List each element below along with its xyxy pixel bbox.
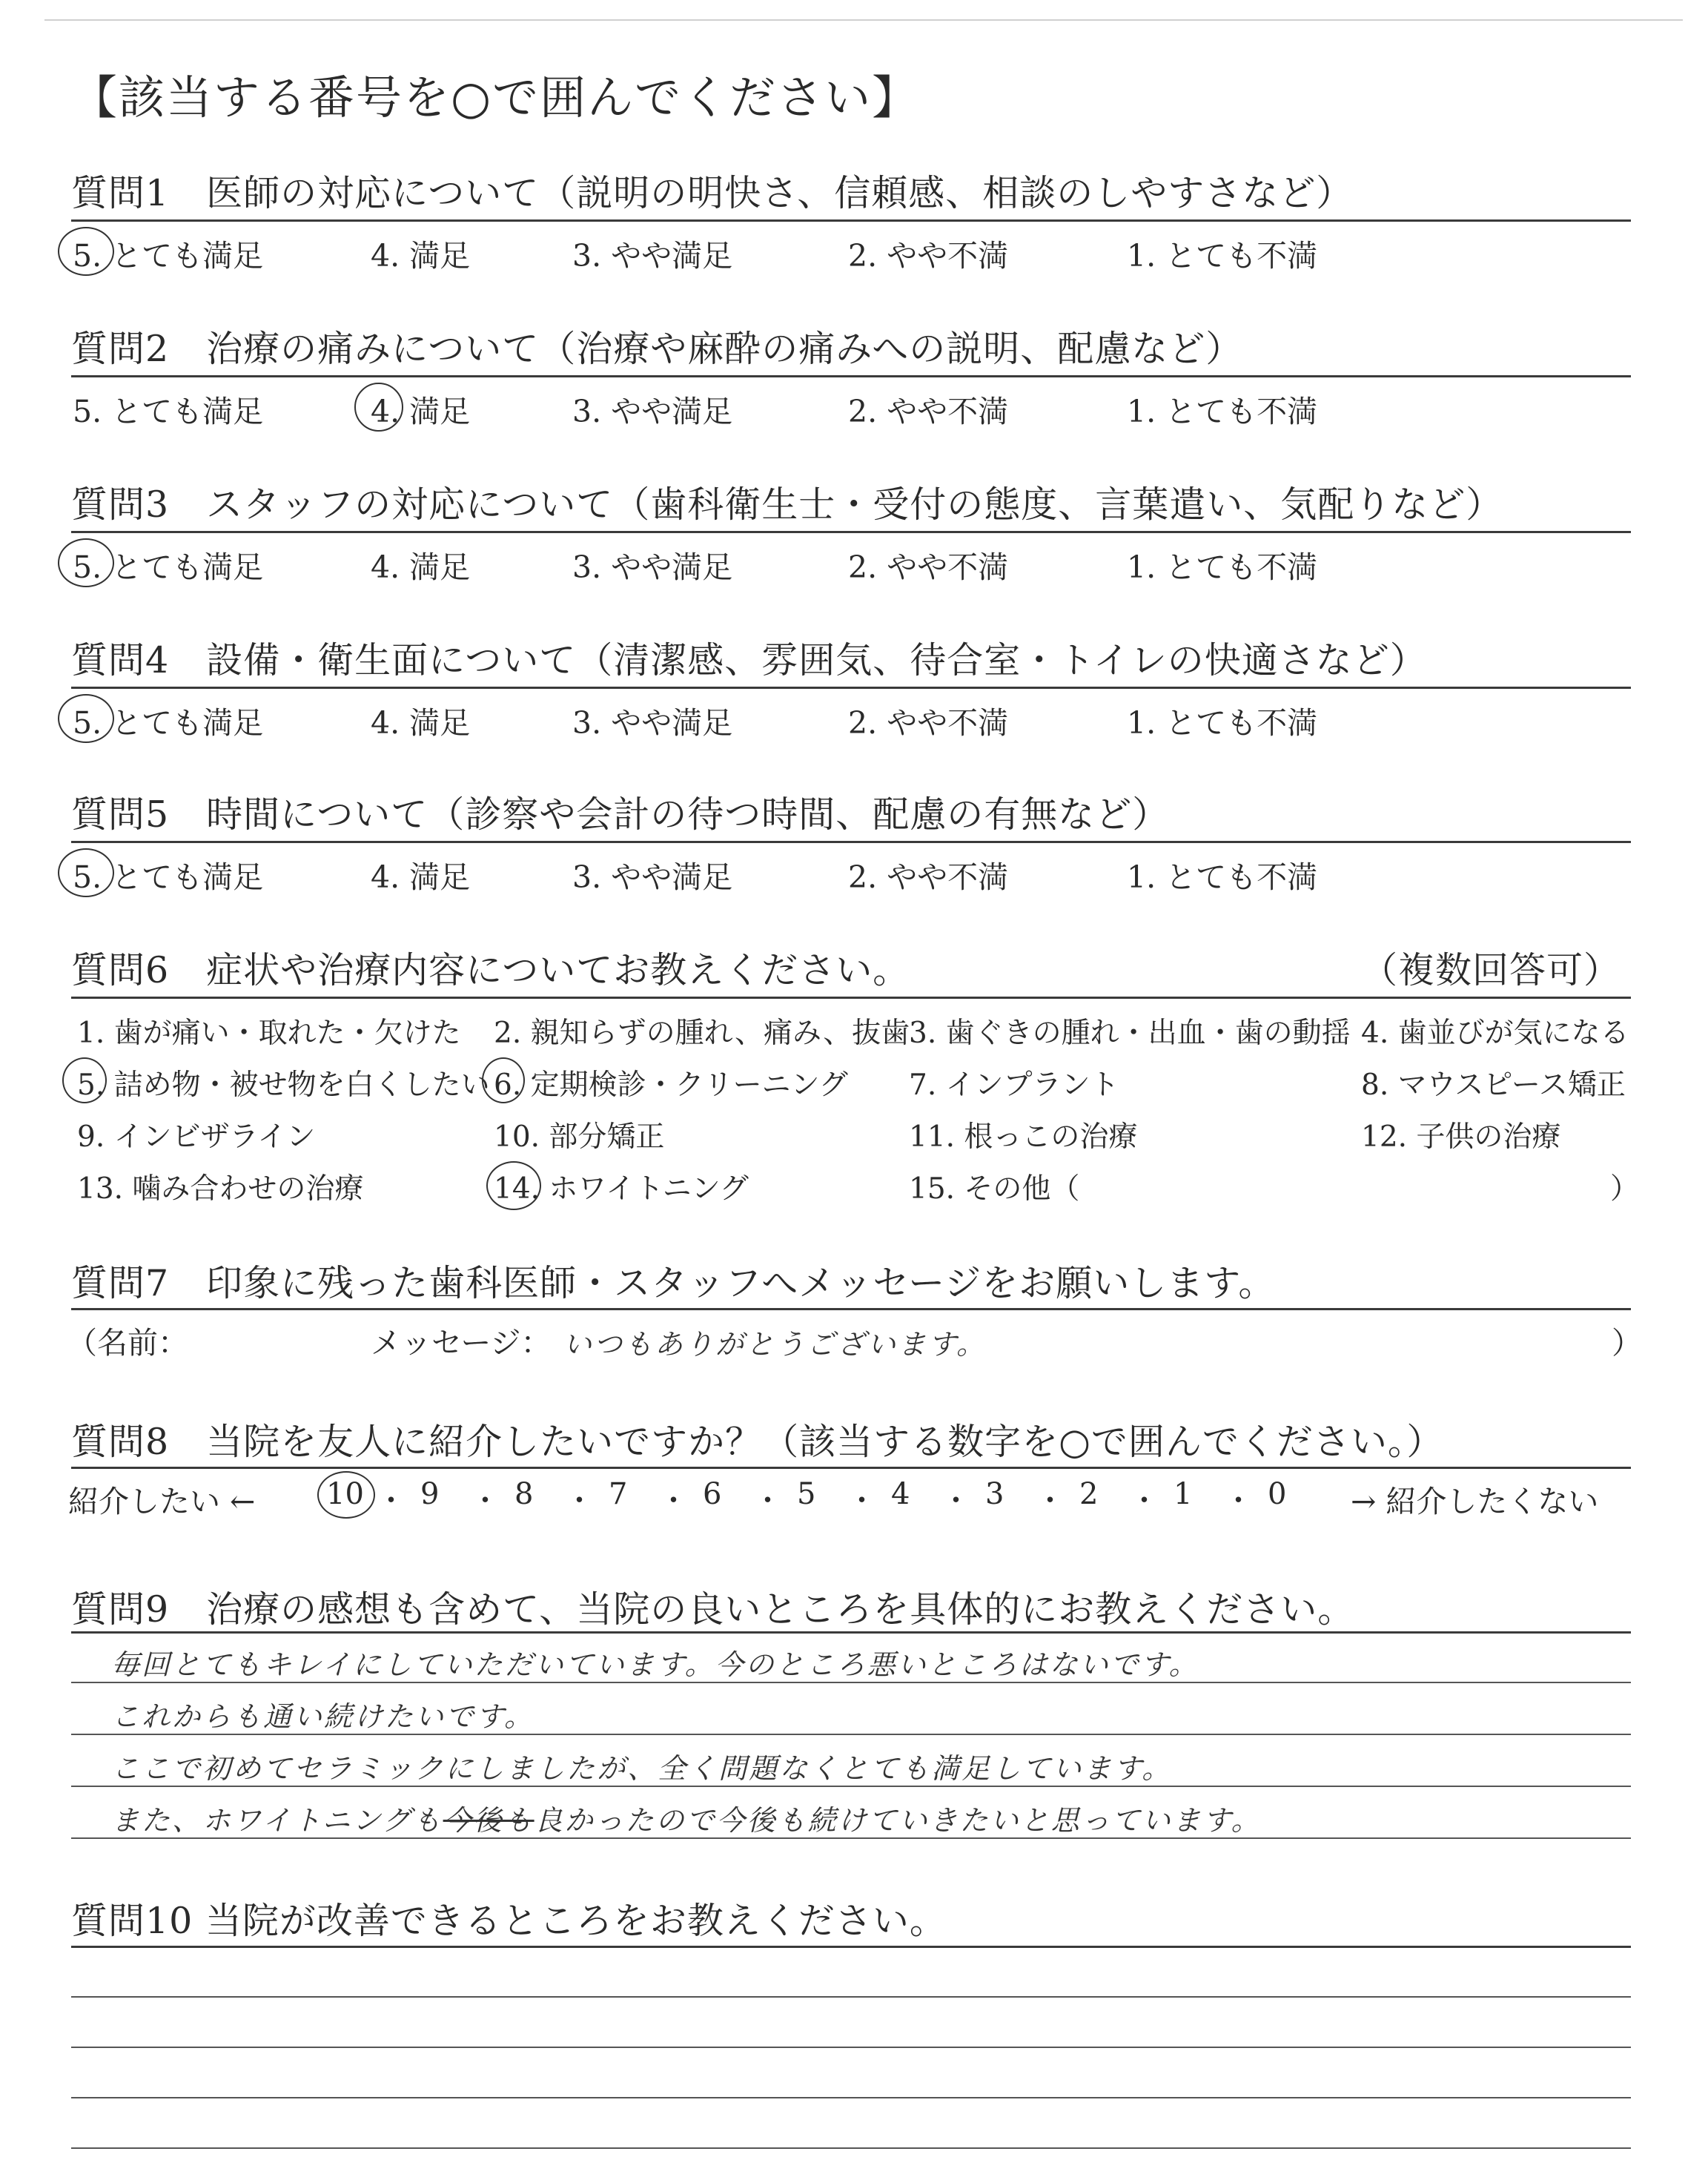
- q8-left-label: 紹介したい ←: [68, 1484, 256, 1519]
- q4-selection-circle: [58, 694, 114, 743]
- q8-scale-value-5[interactable]: 5: [797, 1477, 816, 1511]
- q6-option-12[interactable]: 12. 子供の治療: [1361, 1120, 1561, 1154]
- q2-option-2[interactable]: 2. やや不満: [848, 394, 1009, 429]
- q6-option-11[interactable]: 11. 根っこの治療: [909, 1120, 1138, 1154]
- q9-answer-line-4[interactable]: [111, 1797, 1262, 1838]
- q8-scale: [326, 1477, 1320, 1522]
- q8-scale-separator: ・: [470, 1484, 500, 1518]
- q8-scale-separator: ・: [941, 1484, 971, 1518]
- question-1-rule: [71, 219, 1631, 222]
- q9-line-4-struck: 今後も: [443, 1804, 534, 1837]
- question-8-rule: [71, 1467, 1631, 1469]
- q8-scale-separator: ・: [376, 1484, 406, 1518]
- q4-option-5[interactable]: 5. とても満足: [73, 705, 264, 741]
- q5-option-5[interactable]: 5. とても満足: [73, 859, 264, 895]
- q6-option-14-circle: [486, 1161, 541, 1210]
- q3-option-4[interactable]: 4. 満足: [371, 549, 471, 585]
- question-4-title: 質問4 設備・衛生面について（清潔感、雰囲気、待合室・トイレの快適さなど）: [71, 639, 1427, 681]
- page-top-edge: [44, 19, 1683, 21]
- q6-option-4[interactable]: 4. 歯並びが気になる: [1361, 1017, 1629, 1050]
- q1-option-3[interactable]: 3. やや満足: [572, 238, 733, 274]
- q7-message-label: メッセージ：: [371, 1325, 552, 1361]
- q10-writing-line-3: [71, 2097, 1631, 2098]
- q9-writing-line-4: [71, 1837, 1631, 1839]
- q8-scale-value-6[interactable]: 6: [703, 1477, 722, 1511]
- q4-option-4[interactable]: 4. 満足: [371, 705, 471, 741]
- q1-option-1[interactable]: 1. とても不満: [1127, 238, 1318, 274]
- question-5-title: 質問5 時間について（診察や会計の待つ時間、配慮の有無など）: [71, 793, 1170, 836]
- q10-writing-line-2: [71, 2047, 1631, 2048]
- q7-name-label: （名前：: [67, 1325, 188, 1361]
- question-3-rule: [71, 531, 1631, 533]
- q6-option-15-close: ）: [1610, 1172, 1640, 1206]
- q5-option-4[interactable]: 4. 満足: [371, 859, 471, 895]
- q9-writing-line-1: [71, 1682, 1631, 1683]
- q2-option-5[interactable]: 5. とても満足: [73, 394, 264, 429]
- q4-option-1[interactable]: 1. とても不満: [1127, 705, 1318, 741]
- q3-selection-circle: [58, 538, 114, 587]
- question-10-rule: [71, 1946, 1631, 1948]
- q4-option-3[interactable]: 3. やや満足: [572, 705, 733, 741]
- q8-scale-separator: ・: [1129, 1484, 1159, 1518]
- q8-scale-value-9[interactable]: 9: [420, 1477, 440, 1511]
- q1-option-2[interactable]: 2. やや不満: [848, 238, 1009, 274]
- q3-option-5[interactable]: 5. とても満足: [73, 549, 264, 585]
- q6-option-6[interactable]: 6. 定期検診・クリーニング: [494, 1069, 848, 1102]
- q3-option-2[interactable]: 2. やや不満: [848, 549, 1009, 585]
- q6-option-7[interactable]: 7. インプラント: [909, 1069, 1119, 1102]
- q10-writing-line-4: [71, 2147, 1631, 2149]
- q1-option-4[interactable]: 4. 満足: [371, 238, 471, 274]
- question-6-note: （複数回答可）: [1361, 949, 1621, 991]
- q8-selection-circle: [317, 1471, 375, 1519]
- q6-option-14[interactable]: 14. ホワイトニング: [494, 1172, 749, 1206]
- q6-option-3[interactable]: 3. 歯ぐきの腫れ・出血・歯の動揺: [909, 1017, 1351, 1050]
- question-9-title: 質問9 治療の感想も含めて、当院の良いところを具体的にお教えください。: [71, 1588, 1355, 1631]
- question-6-rule: [71, 997, 1631, 999]
- q8-scale-separator: ・: [564, 1484, 595, 1518]
- question-10-title: 質問10 当院が改善できるところをお教えください。: [71, 1900, 947, 1942]
- q9-answer-line-2[interactable]: これからも通い続けたいです。: [111, 1700, 534, 1733]
- q9-writing-line-3: [71, 1786, 1631, 1787]
- question-7-title: 質問7 印象に残った歯科医師・スタッフへメッセージをお願いします。: [71, 1262, 1276, 1304]
- form-heading: 【該当する番号を○で囲んでください】: [71, 70, 920, 125]
- question-8-title: 質問8 当院を友人に紹介したいですか？（該当する数字を○で囲んでください。）: [71, 1421, 1444, 1463]
- q8-scale-separator: ・: [1035, 1484, 1065, 1518]
- q1-selection-circle: [58, 227, 114, 276]
- question-7-rule: [71, 1308, 1631, 1310]
- q7-message-text[interactable]: いつもありがとうございます。: [563, 1328, 987, 1361]
- q5-selection-circle: [58, 848, 114, 897]
- q6-option-9[interactable]: 9. インビザライン: [77, 1120, 316, 1154]
- q9-line-4-part-1: また、ホワイトニングも: [111, 1804, 443, 1837]
- q6-option-5-circle: [62, 1057, 107, 1103]
- q9-answer-line-3[interactable]: ここで初めてセラミックにしましたが、全く問題なくとても満足しています。: [111, 1752, 1173, 1785]
- q5-option-3[interactable]: 3. やや満足: [572, 859, 733, 895]
- q2-option-1[interactable]: 1. とても不満: [1127, 394, 1318, 429]
- q8-scale-value-4[interactable]: 4: [891, 1477, 910, 1511]
- q2-option-3[interactable]: 3. やや満足: [572, 394, 733, 429]
- q6-option-5[interactable]: 5. 詰め物・被せ物を白くしたい: [77, 1069, 490, 1102]
- question-5-rule: [71, 841, 1631, 843]
- q8-right-label: → 紹介したくない: [1351, 1484, 1599, 1519]
- q6-option-8[interactable]: 8. マウスピース矯正: [1361, 1069, 1626, 1102]
- question-9-rule: [71, 1631, 1631, 1634]
- q2-selection-circle: [354, 383, 403, 432]
- q5-option-2[interactable]: 2. やや不満: [848, 859, 1009, 895]
- q8-scale-value-0[interactable]: 0: [1268, 1477, 1287, 1511]
- q8-scale-value-10[interactable]: 10: [326, 1477, 364, 1511]
- question-4-rule: [71, 687, 1631, 689]
- question-2-title: 質問2 治療の痛みについて（治療や麻酔の痛みへの説明、配慮など）: [71, 328, 1243, 370]
- q8-scale-separator: ・: [1223, 1484, 1254, 1518]
- q3-option-3[interactable]: 3. やや満足: [572, 549, 733, 585]
- question-3-title: 質問3 スタッフの対応について（歯科衛生士・受付の態度、言葉遣い、気配りなど）: [71, 483, 1503, 526]
- q8-scale-value-7[interactable]: 7: [609, 1477, 628, 1511]
- q6-option-2[interactable]: 2. 親知らずの腫れ、痛み、抜歯: [494, 1017, 910, 1050]
- q8-scale-value-8[interactable]: 8: [514, 1477, 534, 1511]
- q3-option-1[interactable]: 1. とても不満: [1127, 549, 1318, 585]
- q4-option-2[interactable]: 2. やや不満: [848, 705, 1009, 741]
- q6-option-10[interactable]: 10. 部分矯正: [494, 1120, 665, 1154]
- q6-option-13[interactable]: 13. 噛み合わせの治療: [77, 1172, 364, 1206]
- question-6-title: 質問6 症状や治療内容についてお教えください。: [71, 949, 910, 991]
- q1-option-5[interactable]: 5. とても満足: [73, 238, 264, 274]
- q6-option-15[interactable]: 15. その他（: [909, 1172, 1080, 1206]
- q5-option-1[interactable]: 1. とても不満: [1127, 859, 1318, 895]
- question-1-title: 質問1 医師の対応について（説明の明快さ、信頼感、相談のしやすさなど）: [71, 172, 1354, 214]
- q8-scale-value-2[interactable]: 2: [1079, 1477, 1099, 1511]
- q8-scale-separator: ・: [847, 1484, 877, 1518]
- q8-scale-value-1[interactable]: 1: [1174, 1477, 1193, 1511]
- q7-close-paren: ）: [1612, 1325, 1642, 1361]
- q9-line-4-part-2: 良かったので今後も続けていきたいと思っています。: [534, 1804, 1262, 1837]
- q9-answer-line-1[interactable]: 毎回とてもキレイにしていただいています。今のところ悪いところはないです。: [111, 1648, 1199, 1681]
- q6-option-6-circle: [482, 1057, 525, 1103]
- q9-writing-line-2: [71, 1734, 1631, 1735]
- question-2-rule: [71, 375, 1631, 377]
- q8-scale-separator: ・: [658, 1484, 689, 1518]
- q2-option-4[interactable]: 4. 満足: [371, 394, 471, 429]
- q6-option-1[interactable]: 1. 歯が痛い・取れた・欠けた: [77, 1017, 461, 1050]
- q8-scale-value-3[interactable]: 3: [985, 1477, 1004, 1511]
- q10-writing-line-1: [71, 1996, 1631, 1998]
- q8-scale-separator: ・: [752, 1484, 783, 1518]
